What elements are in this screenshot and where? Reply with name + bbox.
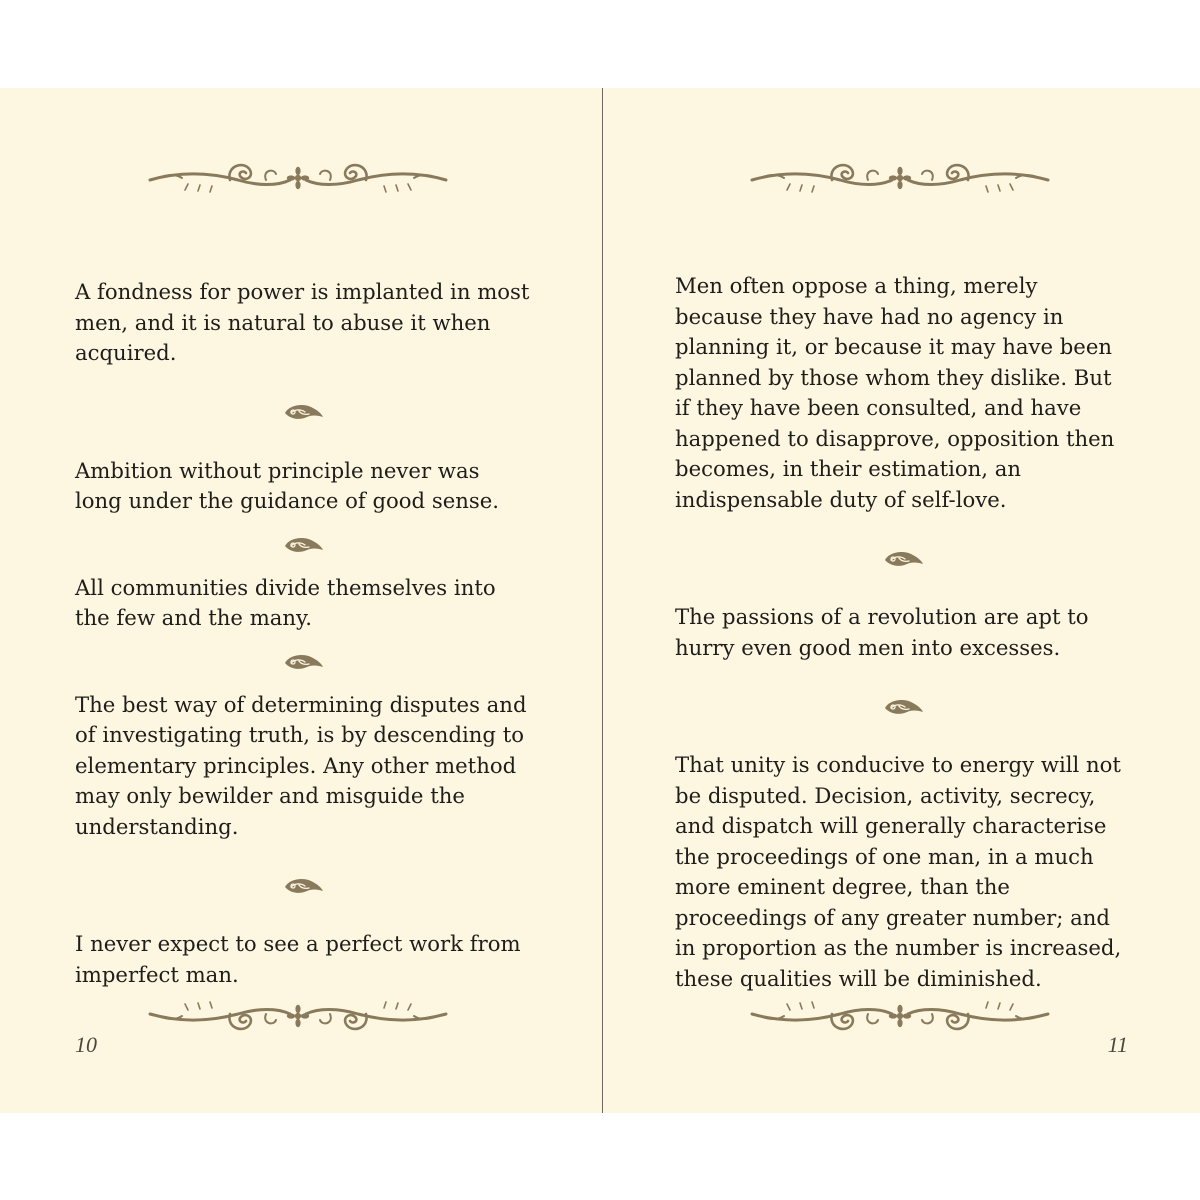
quote-paragraph: The passions of a revolution are apt to hurry even good men into excesses. xyxy=(675,604,1089,660)
header-flourish-icon xyxy=(148,158,448,198)
page-number: 10 xyxy=(75,1032,97,1057)
footer-flourish-icon xyxy=(750,996,1050,1036)
quote-paragraph: A fondness for power is implanted in most men, and it is natural to abuse it when acquired. xyxy=(75,279,530,365)
quote-paragraph: That unity is conducive to energy will not be disputed. Decision, activity, secrecy, and dispatch will generally characterise the proceedings of one man, in a much more eminent degree, than the proceedings of any greater number; and in proportion as the number is increased, these qualities will be diminished. xyxy=(675,752,1122,991)
quote-paragraph: The best way of determining disputes and of investigating truth, is by descending to elementary principles. Any other method may only bewilder and misguide the understanding. xyxy=(75,691,527,839)
leaf-separator-icon xyxy=(75,369,530,456)
leaf-separator-icon xyxy=(75,634,530,690)
quote-paragraph: I never expect to see a perfect work from imperfect man. xyxy=(75,931,521,987)
header-flourish-icon xyxy=(750,158,1050,198)
leaf-separator-icon xyxy=(75,842,530,929)
quote-paragraph: All communities divide themselves into the few and the many. xyxy=(75,574,496,630)
footer-flourish-icon xyxy=(148,996,448,1036)
right-page xyxy=(603,88,1200,1113)
right-quotes xyxy=(675,271,1130,994)
left-page xyxy=(0,88,602,1113)
leaf-separator-icon xyxy=(75,517,530,573)
leaf-separator-icon xyxy=(675,515,1130,602)
book-spread xyxy=(0,88,1200,1113)
quote-paragraph: Men often oppose a thing, merely because they have had no agency in planning it, or because it may have been planned by those whom they dislike. But if they have been consulted, and have happened to disapprove, opposition then becomes, in their estimation, an indispensable duty of self-love. xyxy=(675,273,1115,512)
quote-paragraph: Ambition without principle never was long under the guidance of good sense. xyxy=(75,457,500,513)
left-quotes xyxy=(75,277,530,990)
leaf-separator-icon xyxy=(675,663,1130,750)
page-number: 11 xyxy=(1107,1032,1128,1057)
